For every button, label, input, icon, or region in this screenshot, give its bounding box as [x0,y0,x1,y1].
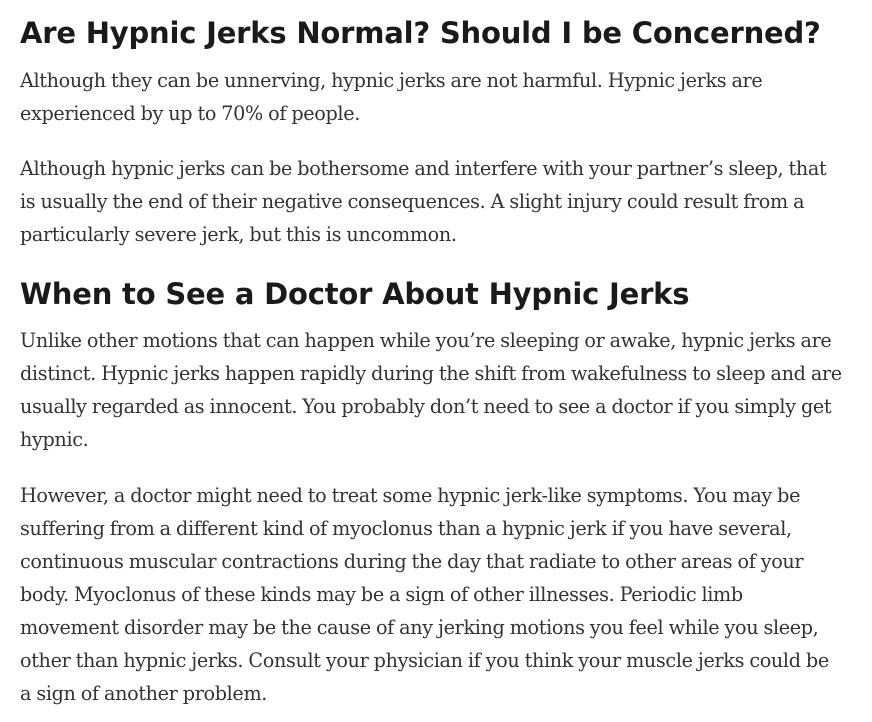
paragraph-distinct-motions [20,324,842,456]
text-line: Although hypnic jerks can be bothersome and interfere with your partner’s sleep, that [20,157,827,180]
paragraph-not-harmful [20,64,762,130]
section-heading-normal-concerned: Are Hypnic Jerks Normal? Should I be Concerned? [20,16,821,50]
text-line: experienced by up to 70% of people. [20,102,360,125]
text-line: Although they can be unnerving, hypnic jerks are not harmful. Hypnic jerks are [20,69,763,92]
text-line: is usually the end of their negative consequences. A slight injury could result from a [20,190,805,213]
text-line: a sign of another problem. [20,682,268,705]
text-line: body. Myoclonus of these kinds may be a sign of other illnesses. Periodic limb [20,583,743,606]
section-heading-see-doctor: When to See a Doctor About Hypnic Jerks [20,277,690,311]
text-line: However, a doctor might need to treat some hypnic jerk-like symptoms. You may be [20,484,801,507]
text-line: suffering from a different kind of myoclonus than a hypnic jerk if you have several, [20,517,792,540]
text-line: particularly severe jerk, but this is uncommon. [20,223,457,246]
text-line: Unlike other motions that can happen while you’re sleeping or awake, hypnic jerks are [20,329,832,352]
text-line: hypnic. [20,428,89,451]
text-line: distinct. Hypnic jerks happen rapidly during the shift from wakefulness to sleep and are [20,362,842,385]
paragraph-consequences [20,152,826,251]
text-line: continuous muscular contractions during the day that radiate to other areas of your [20,550,804,573]
text-line: other than hypnic jerks. Consult your physician if you think your muscle jerks could be [20,649,829,672]
text-line: movement disorder may be the cause of any jerking motions you feel while you sleep, [20,616,819,639]
text-line: usually regarded as innocent. You probably don’t need to see a doctor if you simply get [20,395,832,418]
paragraph-doctor-treatment [20,479,829,710]
